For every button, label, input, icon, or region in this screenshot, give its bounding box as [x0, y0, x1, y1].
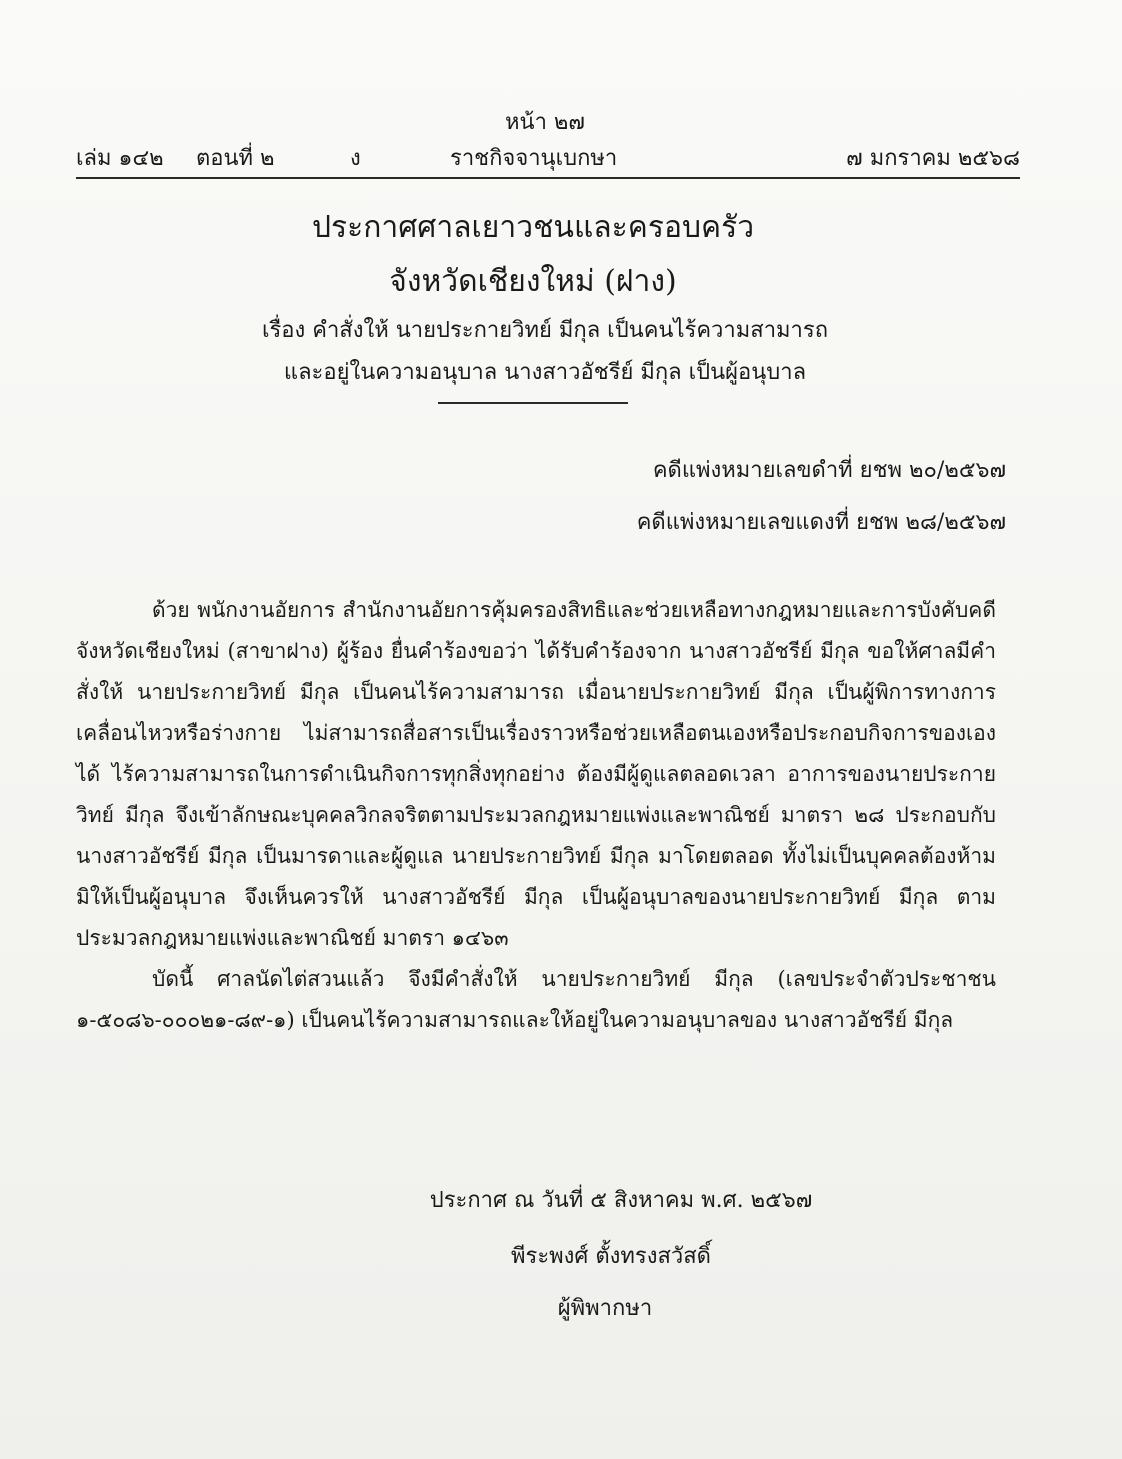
header-divider	[76, 177, 1020, 179]
announcement-court-location: จังหวัดเชียงใหม่ (ฝาง)	[389, 264, 677, 299]
red-case-number: คดีแพ่งหมายเลขแดงที่ ยชพ ๒๘/๒๕๖๗	[636, 510, 1006, 535]
gazette-name: ราชกิจจานุเบกษา	[450, 146, 618, 171]
publication-date: ๗ มกราคม ๒๕๖๘	[846, 146, 1020, 171]
issue-number: ตอนที่ ๒	[196, 146, 275, 171]
title-divider	[438, 402, 628, 404]
announcement-date: ประกาศ ณ วันที่ ๕ สิงหาคม พ.ศ. ๒๕๖๗	[429, 1188, 813, 1213]
black-case-number: คดีแพ่งหมายเลขดำที่ ยชพ ๒๐/๒๕๖๗	[652, 458, 1006, 483]
section-letter: ง	[350, 146, 361, 171]
judge-name: พีระพงศ์ ตั้งทรงสวัสดิ์	[511, 1244, 711, 1269]
subject-line-1: เรื่อง คำสั่งให้ นายประกายวิทย์ มีกุล เป็นคนไร้ความสามารถ	[261, 318, 829, 343]
subject-line-2: และอยู่ในความอนุบาล นางสาวอัชรีย์ มีกุล เป็นผู้อนุบาล	[283, 360, 807, 385]
announcement-title: ประกาศศาลเยาวชนและครอบครัว	[311, 210, 755, 245]
announcement-body	[76, 590, 996, 1041]
judge-position: ผู้พิพากษา	[557, 1296, 653, 1321]
page-number: หน้า ๒๗	[505, 110, 585, 135]
body-paragraph-1: ด้วย พนักงานอัยการ สำนักงานอัยการคุ้มครองสิทธิและช่วยเหลือทางกฎหมายและการบังคับคดี จังหวัดเชียงใหม่ (สาขาฝาง) ผู้ร้อง ยื่นคำร้องขอว่า ได้รับคำร้องจาก นางสาวอัชรีย์ มีกุล ขอให้ศาลมีคำสั่งให้ นายประกายวิทย์ มีกุล เป็นคนไร้ความสามารถ เมื่อนายประกายวิทย์ มีกุล เป็นผู้พิการทางการเคลื่อนไหวหรือร่างกาย ไม่สามารถสื่อสารเป็นเรื่องราวหรือช่วยเหลือตนเองหรือประกอบกิจการของเองได้ ไร้ความสามารถในการดำเนินกิจการทุกสิ่งทุกอย่าง ต้องมีผู้ดูแลตลอดเวลา อาการของนายประกายวิทย์ มีกุล จึงเข้าลักษณะบุคคลวิกลจริตตามประมวลกฎหมายแพ่งและพาณิชย์ มาตรา ๒๘ ประกอบกับนางสาวอัชรีย์ มีกุล เป็นมารดาและผู้ดูแล นายประกายวิทย์ มีกุล มาโดยตลอด ทั้งไม่เป็นบุคคลต้องห้ามมิให้เป็นผู้อนุบาล จึงเห็นควรให้ นางสาวอัชรีย์ มีกุล เป็นผู้อนุบาลของนายประกายวิทย์ มีกุล ตามประมวลกฎหมายแพ่งและพาณิชย์ มาตรา ๑๔๖๓	[76, 598, 996, 950]
body-paragraph-2: บัดนี้ ศาลนัดไต่สวนแล้ว จึงมีคำสั่งให้ นายประกายวิทย์ มีกุล (เลขประจำตัวประชาชน ๑-๕๐๘๖-๐๐๐๒๑-๘๙-๑) เป็นคนไร้ความสามารถและให้อยู่ในความอนุบาลของ นางสาวอัชรีย์ มีกุล	[76, 967, 996, 1032]
volume-number: เล่ม ๑๔๒	[76, 146, 164, 171]
gazette-header	[76, 140, 1020, 174]
